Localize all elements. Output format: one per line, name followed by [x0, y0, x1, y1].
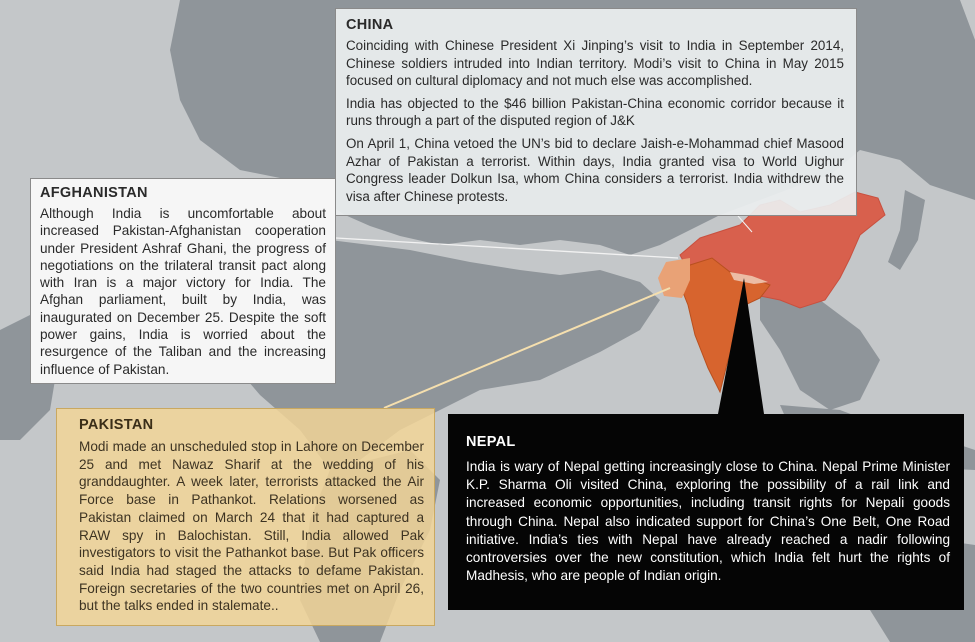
- pakistan-info-box: [56, 408, 435, 626]
- china-paragraph-1: Coinciding with Chinese President Xi Jinping’s visit to India in September 2014, Chinese soldiers intruded into Indian territory. Modi’s visit to China in May 2015 focused on cultural diplomacy and not much else was accomplished.: [346, 38, 844, 89]
- southeast-asia-landmass: [760, 290, 880, 410]
- afghanistan-title: AFGHANISTAN: [40, 185, 148, 201]
- china-paragraph-2: India has objected to the $46 billion Pakistan-China economic corridor because it runs through a part of the disputed region of J&K: [346, 95, 844, 129]
- nepal-info-box: [448, 414, 964, 610]
- pakistan-title: PAKISTAN: [79, 417, 154, 433]
- china-title: CHINA: [346, 17, 394, 33]
- china-paragraph-3: On April 1, China vetoed the UN’s bid to declare Jaish-e-Mohammad chief Masood Azhar of Pakistan a terrorist. Within days, India granted visa to World Uighur Congress leader Dolkun Isa, whom China considers a terrorist. India withdrew the visa after Chinese protests.: [346, 135, 844, 204]
- china-info-box: [335, 8, 857, 216]
- afghanistan-text: Although India is uncomfortable about increased Pakistan-Afghanistan cooperation under President Ashraf Ghani, the progress of negotiations on the trilateral transit pact along with Iran is a major victory for India. The Afghan parliament, built by India, was inaugurated on December 25. Despite the soft power gains, India is worried about the resurgence of the Taliban and the increasing influence of Pakistan.: [40, 206, 326, 377]
- afghanistan-info-box: [30, 178, 336, 384]
- japan-landmass: [888, 190, 925, 270]
- nepal-title: NEPAL: [466, 434, 516, 450]
- nepal-text: India is wary of Nepal getting increasingly close to China. Nepal Prime Minister K.P. Sharma Oli visited China, exploring the possibility of a rail link and increased economic opportunities, including transit rights for Nepali goods through China. Nepal also indicated support for China’s One Belt, One Road initiative. India’s ties with Nepal have already reached a nadir following controversies over the new constitution, which India felt hurt the rights of Madhesis, who are people of Indian origin.: [466, 459, 950, 584]
- pakistan-text: Modi made an unscheduled stop in Lahore on December 25 and met Nawaz Sharif at the wedding of his granddaughter. A week later, terrorists attacked the Air Force base in Pathankot. Relations worsened as Pakistan claimed on March 24 that it had captured a RAW spy in Balochistan. Still, India allowed Pak investigators to visit the Pathankot base. But Pak officers said India had staged the attacks to defame Pakistan. Foreign secretaries of the two countries met on April 26, but the talks ended in stalemate..: [79, 439, 424, 614]
